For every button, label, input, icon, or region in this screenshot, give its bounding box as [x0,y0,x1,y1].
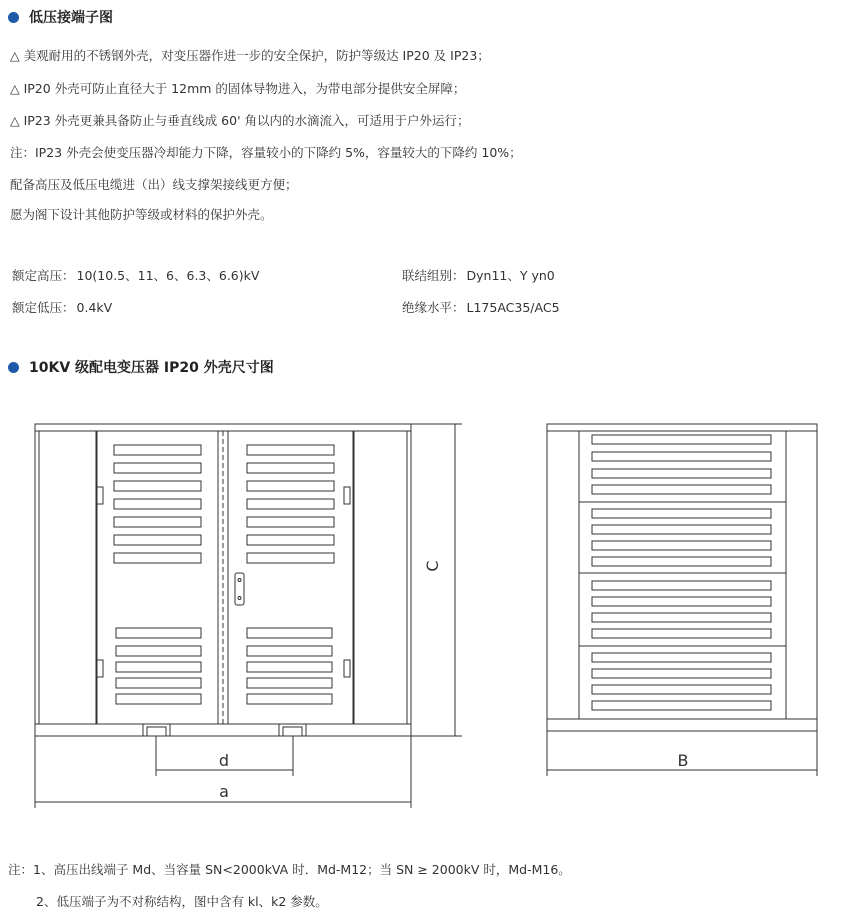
section-title: 低压接端子图 [29,10,113,26]
spec-value: Dyn11、Y yn0 [466,268,555,283]
louvres-right-lower [247,628,332,704]
spec-value: 10(10.5、11、6、6.3、6.6)kV [76,268,260,283]
spec-label: 联结组别： [402,268,465,283]
dimension-b-label: B [677,751,689,770]
spec-value: 0.4kV [76,300,113,315]
spec-label: 额定低压： [12,300,75,315]
feature-line: 愿为阁下设计其他防护等级或材料的保护外壳。 [10,207,273,222]
feature-line: △ IP20 外壳可防止直径大于 12mm 的固体导物进入，为带电部分提供安全屏障； [10,81,466,96]
spec-label: 绝缘水平： [402,300,465,315]
louvres-side-4 [592,653,771,710]
louvres-right-upper [247,445,334,563]
louvres-side-3 [592,581,771,638]
feature-line: △ IP23 外壳更兼具备防止与垂直线成 60' 角以内的水滴流入，可适用于户外运行； [10,113,470,128]
spec-label: 额定高压： [12,268,75,283]
dimension-a-label: a [219,782,229,801]
spec-value: L175AC35/AC5 [466,300,560,315]
note-line: 注：1、高压出线端子 Md、当容量 SN<2000kVA 时．Md-M12；当 SN ≥ 2000kV 时，Md-M16。 [8,862,571,877]
dimension-c [411,424,462,736]
feature-line: △ 美观耐用的不锈钢外壳，对变压器作进一步的安全保护，防护等级达 IP20 及 IP23； [10,48,490,63]
louvres-left-upper [114,445,201,563]
front-view [35,424,411,736]
feature-line: 配备高压及低压电缆进（出）线支撑架接线更方便； [10,177,298,192]
dimension-c-label: C [423,560,442,572]
louvres-side-1 [592,435,771,494]
louvres-left-lower [116,628,201,704]
feature-line: 注：IP23 外壳会使变压器冷却能力下降，容量较小的下降约 5%，容量较大的下降约 10%； [10,145,522,160]
side-view [547,424,817,731]
section-title: 10KV 级配电变压器 IP20 外壳尺寸图 [29,360,274,376]
louvres-side-2 [592,509,771,566]
dimension-d-label: d [218,751,230,770]
note-line: 2、低压端子为不对称结构，图中含有 kl、k2 参数。 [36,894,328,909]
